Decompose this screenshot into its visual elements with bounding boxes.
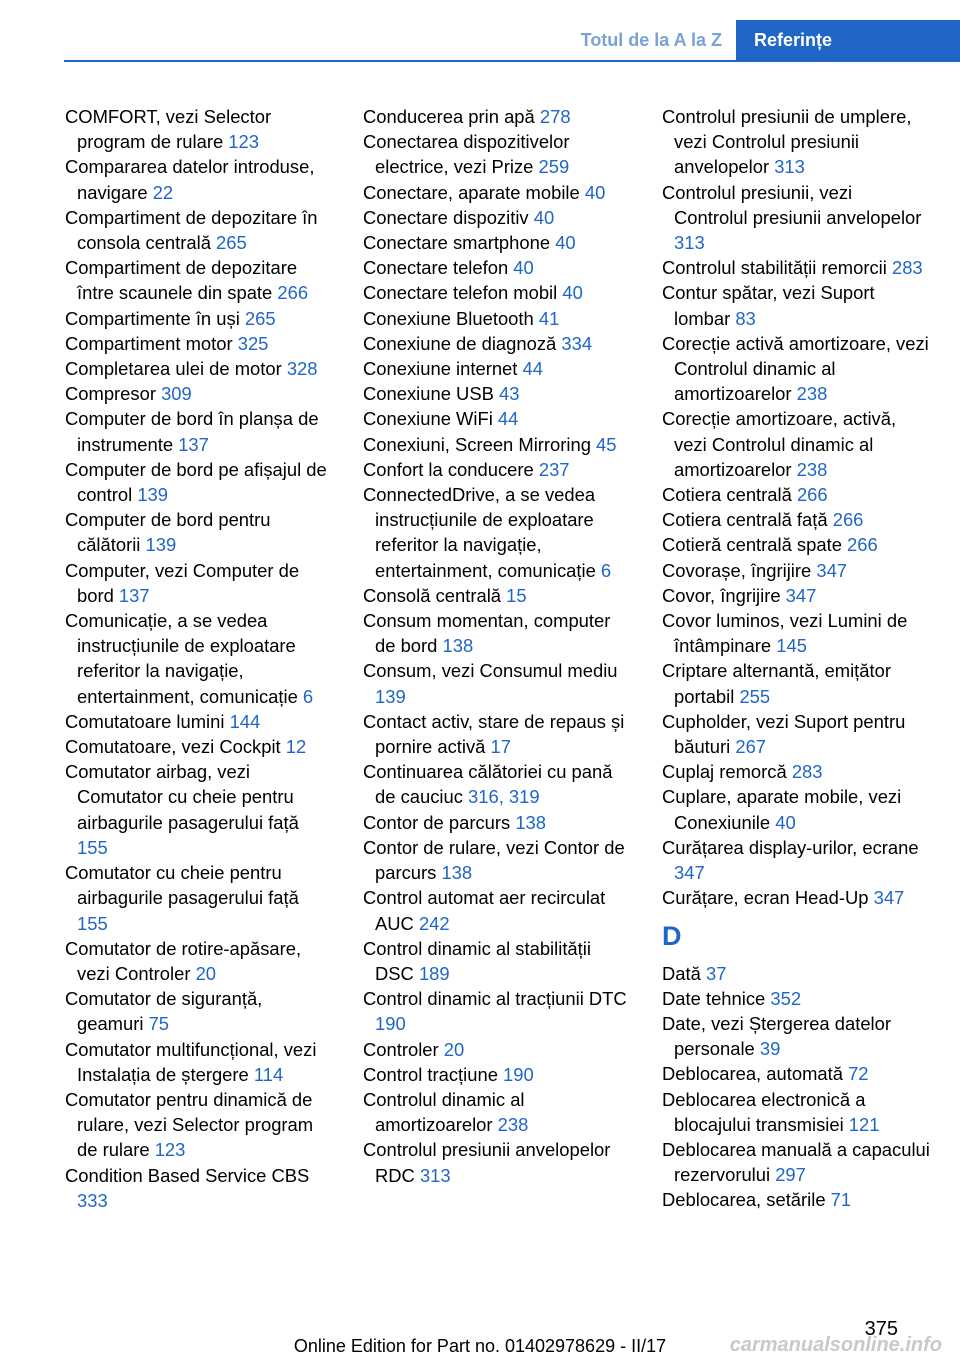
index-entry xyxy=(662,885,930,910)
index-page-link[interactable]: 123 xyxy=(154,1139,186,1161)
index-entry-text: Curățarea display-urilor, ecrane xyxy=(662,836,919,858)
index-page-link[interactable]: 155 xyxy=(77,836,108,858)
index-entry-text: Deblocarea, setările xyxy=(662,1189,831,1211)
index-entry-text: Consum, vezi Consumul mediu xyxy=(363,660,618,682)
index-entry-text: Conexiuni, Screen Mirroring xyxy=(363,433,597,455)
index-page-link[interactable]: 40 xyxy=(562,282,583,304)
index-entry xyxy=(662,255,930,280)
index-entry xyxy=(662,1087,930,1137)
index-page-link[interactable]: 40 xyxy=(513,257,534,279)
index-entry-text: Cuplaj remorcă xyxy=(662,761,792,783)
index-page-link[interactable]: 238 xyxy=(796,383,828,405)
index-page-link[interactable]: 334 xyxy=(561,332,593,354)
page-header xyxy=(64,20,960,62)
index-entry xyxy=(65,381,333,406)
index-entry xyxy=(65,709,333,734)
index-page-link[interactable]: 328 xyxy=(286,358,318,380)
index-page-link[interactable]: 121 xyxy=(848,1113,880,1135)
index-entry xyxy=(363,1087,631,1137)
index-entry-text: Date tehnice xyxy=(662,987,771,1009)
index-entry xyxy=(363,381,631,406)
index-entry xyxy=(662,280,930,330)
index-entry xyxy=(363,986,631,1036)
index-page-link[interactable]: 138 xyxy=(515,811,546,833)
index-entry xyxy=(65,759,333,860)
index-entry-text: Comutatoare, vezi Cockpit xyxy=(65,736,286,758)
index-entry-text: Covor, îngrijire xyxy=(662,584,786,606)
index-entry-text: Comutator de siguranță, geamuri xyxy=(65,988,263,1035)
index-entry xyxy=(363,482,631,583)
index-entry-text: Conexiune de diagnoză xyxy=(363,332,562,354)
index-page-link[interactable]: 347 xyxy=(674,862,705,884)
index-entry-text: Comutator airbag, vezi Comutator cu cheie pentru airbagurile pasagerului față xyxy=(65,761,299,833)
index-entry xyxy=(662,986,930,1011)
index-entry-text: Conexiune internet xyxy=(363,358,523,380)
index-page-link[interactable]: 278 xyxy=(539,106,571,127)
index-entry-text: Control dinamic al stabilității DSC xyxy=(363,937,591,984)
index-page-link[interactable]: 40 xyxy=(584,181,606,203)
index-entry-text: Corecție activă amortizoare, vezi Controlul dinamic al amortizoarelor xyxy=(662,332,929,405)
index-page-link[interactable]: 155 xyxy=(77,912,108,934)
index-page-link[interactable]: 283 xyxy=(891,257,923,279)
index-entry xyxy=(65,936,333,986)
index-entry-text: Contor de rulare, vezi Contor de parcurs xyxy=(363,836,625,884)
index-entry-text: Deblocarea manuală a capacului rezervorului xyxy=(662,1138,930,1186)
index-entry xyxy=(662,507,930,532)
index-entry xyxy=(363,306,631,331)
index-entry-text: Control automat aer recirculat AUC xyxy=(363,887,606,934)
index-entry-text: Computer, vezi Computer de bord xyxy=(65,559,300,606)
index-page-link[interactable]: 6 xyxy=(600,559,612,581)
index-entry xyxy=(662,180,930,256)
index-entry xyxy=(363,280,631,305)
index-entry-text: Compartiment motor xyxy=(65,332,238,354)
index-entry xyxy=(363,936,631,986)
index-entry-text: Conexiune USB xyxy=(363,383,499,405)
index-entry xyxy=(65,558,333,608)
index-entry xyxy=(662,658,930,708)
index-page-link[interactable]: 37 xyxy=(705,962,727,984)
index-entry xyxy=(662,961,930,986)
index-page-link[interactable]: 347 xyxy=(785,584,817,606)
index-page-link[interactable]: 238 xyxy=(497,1114,529,1136)
index-entry-text: Cotiera centrală față xyxy=(662,509,833,531)
index-page-link[interactable]: 72 xyxy=(848,1063,869,1085)
index-page-link[interactable]: 309 xyxy=(161,383,192,405)
index-entry-text: Controlul presiunii, vezi Controlul presiunii anvelopelor xyxy=(662,181,922,228)
index-page-link[interactable]: 138 xyxy=(442,635,474,657)
index-page-link[interactable]: 114 xyxy=(253,1063,284,1085)
index-page-link[interactable]: 267 xyxy=(735,736,767,758)
index-entry-text: Deblocarea, automată xyxy=(662,1063,849,1085)
index-page-link[interactable]: 190 xyxy=(375,1013,406,1035)
index-entry xyxy=(363,583,631,608)
index-entry-text: Comutator pentru dinamică de rulare, vezi Selector program de rulare xyxy=(65,1088,314,1161)
index-page-link[interactable]: 265 xyxy=(216,232,247,254)
index-page-link[interactable]: 189 xyxy=(418,962,450,984)
index-entry xyxy=(65,734,333,759)
header-tab: Referințe xyxy=(736,20,960,62)
index-entry xyxy=(363,406,631,431)
index-entry-text: Contur spătar, vezi Suport lombar xyxy=(662,282,875,329)
index-page-link[interactable]: 325 xyxy=(237,332,269,354)
index-page-link[interactable]: 259 xyxy=(538,156,570,178)
index-entry-text: Completarea ulei de motor xyxy=(65,358,287,380)
index-page-link[interactable]: 40 xyxy=(533,206,555,228)
index-entry-text: Controlul presiunii anvelopelor RDC xyxy=(363,1139,611,1186)
index-entry xyxy=(662,784,930,834)
index-entry xyxy=(363,658,631,708)
index-entry-text: Conectare telefon xyxy=(363,257,514,279)
index-entry xyxy=(363,432,631,457)
index-entry xyxy=(65,507,333,557)
index-page-link[interactable]: 20 xyxy=(195,962,217,984)
index-entry-text: Consum momentan, computer de bord xyxy=(363,610,611,657)
index-entry xyxy=(662,835,930,885)
index-column-3 xyxy=(662,104,930,1213)
index-entry xyxy=(363,205,631,230)
index-page-link[interactable]: 266 xyxy=(277,282,309,304)
index-page-link[interactable]: 283 xyxy=(791,761,823,783)
index-entry-text: Comutator multifuncțional, vezi Instalația de ștergere xyxy=(65,1038,317,1085)
index-page-link[interactable]: 123 xyxy=(228,131,259,153)
index-entry xyxy=(65,608,333,709)
index-entry xyxy=(662,406,930,482)
index-entry-text: Cotiera centrală xyxy=(662,484,797,506)
index-page-link[interactable]: 71 xyxy=(830,1189,852,1211)
index-entry xyxy=(662,608,930,658)
index-page-link[interactable]: 266 xyxy=(832,509,864,531)
index-entry xyxy=(363,129,631,179)
index-entry-text: Comutator de rotire-apăsare, vezi Controler xyxy=(65,937,302,984)
index-entry-text: Consolă centrală xyxy=(363,584,507,606)
index-entry-text: Date, vezi Ștergerea datelor personale xyxy=(662,1012,891,1060)
index-entry-text: Cotieră centrală spate xyxy=(662,534,848,556)
index-entry-text: Compresor xyxy=(65,383,162,405)
index-page-link[interactable]: 45 xyxy=(596,433,617,455)
index-entry xyxy=(363,810,631,835)
index-entry-text: Controlul stabilității remorcii xyxy=(662,257,892,279)
index-entry-text: Conectarea dispozitivelor electrice, vezi Prize xyxy=(363,131,570,178)
index-entry xyxy=(363,835,631,885)
index-entry-text: Computer de bord în planșa de instrumente xyxy=(65,408,319,455)
index-entry xyxy=(65,1163,333,1213)
index-entry xyxy=(662,532,930,557)
index-entry xyxy=(65,154,333,204)
index-entry xyxy=(363,255,631,280)
index-entry xyxy=(662,482,930,507)
index-page-link[interactable]: 297 xyxy=(775,1164,806,1186)
index-entry xyxy=(363,331,631,356)
index-entry-text: COMFORT, vezi Selector program de rulare xyxy=(65,106,272,153)
index-entry-text: Controler xyxy=(363,1038,444,1060)
index-page-link[interactable]: 17 xyxy=(490,736,511,758)
index-entry xyxy=(65,306,333,331)
index-entry xyxy=(363,457,631,482)
index-entry xyxy=(65,457,333,507)
index-page-link[interactable]: 313 xyxy=(419,1164,451,1186)
index-entry-text: Compartiment de depozitare între scaunele din spate xyxy=(65,257,298,304)
index-entry xyxy=(65,331,333,356)
index-page-link[interactable]: 266 xyxy=(847,534,878,556)
index-entry-text: Control tracțiune xyxy=(363,1063,504,1085)
index-entry xyxy=(662,1137,930,1187)
index-entry-text: Deblocarea electronică a blocajului transmisiei xyxy=(662,1088,866,1135)
index-page-link[interactable]: 40 xyxy=(555,232,576,254)
index-page-link[interactable]: 313 xyxy=(774,156,805,178)
index-entry xyxy=(65,205,333,255)
index-page-link[interactable]: 15 xyxy=(506,584,527,606)
index-entry-text: Controlul dinamic al amortizoarelor xyxy=(363,1088,525,1136)
index-entry-text: Dată xyxy=(662,962,706,984)
index-entry xyxy=(662,759,930,784)
index-entry-text: Criptare alternantă, emițător portabil xyxy=(662,660,891,707)
index-entry xyxy=(363,180,631,205)
index-entry-text: Conectare telefon mobil xyxy=(363,282,563,304)
index-entry xyxy=(363,230,631,255)
index-page-link[interactable]: 44 xyxy=(522,358,543,380)
index-page-link[interactable]: 145 xyxy=(776,635,807,657)
index-entry xyxy=(662,583,930,608)
index-entry-text: Computer de bord pe afișajul de control xyxy=(65,458,327,506)
index-page-link[interactable]: 347 xyxy=(816,559,848,581)
index-entry-text: Computer de bord pentru călătorii xyxy=(65,509,271,556)
index-entry-text: Confort la conducere xyxy=(363,458,539,480)
index-entry xyxy=(65,1037,333,1087)
index-page-link[interactable]: 44 xyxy=(497,408,519,430)
index-page-link[interactable]: 237 xyxy=(538,458,570,480)
index-entry xyxy=(363,1137,631,1187)
index-page-link[interactable]: 137 xyxy=(118,584,150,606)
index-entry-text: Continuarea călătoriei cu pană de cauciuc xyxy=(363,761,613,808)
page-number: 375 xyxy=(864,1318,898,1340)
index-entry-text: Cuplare, aparate mobile, vezi Conexiunile xyxy=(662,786,902,833)
index-entry xyxy=(662,1187,930,1212)
index-entry-text: Control dinamic al tracțiunii DTC xyxy=(363,988,627,1010)
index-entry xyxy=(363,1037,631,1062)
index-entry-text: Contact activ, stare de repaus și pornire activă xyxy=(363,710,625,758)
index-entry xyxy=(65,255,333,305)
index-entry-text: Conducerea prin apă xyxy=(363,106,540,127)
index-entry xyxy=(363,356,631,381)
footer-edition: Online Edition for Part no. 01402978629 - II/17 xyxy=(293,1336,667,1356)
index-entry-text: Conectare smartphone xyxy=(363,232,556,254)
index-entry xyxy=(363,709,631,759)
index-page-link[interactable]: 83 xyxy=(735,307,756,329)
index-entry xyxy=(363,608,631,658)
index-entry-text: Comutatoare lumini xyxy=(65,710,230,732)
index-page-link[interactable]: 22 xyxy=(152,181,174,203)
index-page-link[interactable]: 347 xyxy=(873,887,905,909)
index-page-link[interactable]: 144 xyxy=(229,710,261,732)
index-page-link[interactable]: 139 xyxy=(137,484,168,506)
index-page-link[interactable]: 39 xyxy=(759,1038,781,1060)
index-entry xyxy=(363,1062,631,1087)
index-entry-text: Curățare, ecran Head-Up xyxy=(662,887,874,909)
index-entry-text: Corecție amortizoare, activă, vezi Controlul dinamic al amortizoarelor xyxy=(662,408,897,480)
index-page-link[interactable]: 6 xyxy=(302,685,314,707)
index-page-link[interactable]: 138 xyxy=(441,862,473,884)
index-page-link[interactable]: 352 xyxy=(770,987,802,1009)
index-page-link[interactable]: 139 xyxy=(375,685,406,707)
index-entry-text: Cupholder, vezi Suport pentru băuturi xyxy=(662,710,906,758)
index-page-link[interactable]: 190 xyxy=(503,1063,534,1085)
watermark-logo: carmanualsonline.info xyxy=(729,1334,942,1356)
header-subtitle: Totul de la A la Z xyxy=(580,30,722,50)
index-page-link[interactable]: 333 xyxy=(77,1189,108,1211)
index-page-link[interactable]: 137 xyxy=(178,433,209,455)
index-entry xyxy=(363,104,631,129)
index-entry-text: Covorașe, îngrijire xyxy=(662,559,817,581)
index-entry-text: Compartiment de depozitare în consola centrală xyxy=(65,206,318,254)
index-page-link[interactable]: 41 xyxy=(538,307,560,329)
index-page-link[interactable]: 265 xyxy=(244,307,276,329)
index-entry-text: ConnectedDrive, a se vedea instrucțiunile de exploatare referitor la navigație, entertainment, comunicație xyxy=(363,484,601,581)
index-page-link[interactable]: 12 xyxy=(285,736,307,758)
index-entry xyxy=(662,1011,930,1061)
index-entry-text: Contor de parcurs xyxy=(363,811,516,833)
index-page-link[interactable]: 139 xyxy=(145,534,177,556)
index-page-link[interactable]: 40 xyxy=(775,811,796,833)
index-page-link[interactable]: 313 xyxy=(674,232,705,254)
index-entry xyxy=(662,104,930,180)
index-entry xyxy=(65,356,333,381)
index-column-2 xyxy=(363,104,631,1188)
index-page-link[interactable]: 242 xyxy=(418,912,450,934)
index-entry xyxy=(65,986,333,1036)
index-entry-text: Conectare dispozitiv xyxy=(363,206,534,228)
index-entry-text: Condition Based Service CBS xyxy=(65,1164,310,1186)
index-entry-text: Conexiune Bluetooth xyxy=(363,307,539,329)
index-entry xyxy=(662,1061,930,1086)
index-entry xyxy=(662,709,930,759)
index-page-link[interactable]: 75 xyxy=(148,1013,170,1035)
index-page-link[interactable]: 238 xyxy=(796,458,828,480)
section-letter: D xyxy=(662,920,682,951)
index-page-link[interactable]: 255 xyxy=(739,685,771,707)
index-page-link[interactable]: 266 xyxy=(796,484,828,506)
index-entry xyxy=(662,331,930,407)
index-entry-text: Covor luminos, vezi Lumini de întâmpinare xyxy=(662,610,908,657)
index-entry-text: Compartimente în uși xyxy=(65,307,245,329)
index-entry xyxy=(363,885,631,935)
index-entry xyxy=(65,860,333,936)
index-entry-text: Comunicație, a se vedea instrucțiunile de exploatare referitor la navigație, entertainment, comunicație xyxy=(65,610,303,707)
index-entry-text: Compararea datelor introduse, navigare xyxy=(65,156,315,203)
index-page-link[interactable]: 20 xyxy=(443,1038,465,1060)
index-entry-text: Controlul presiunii de umplere, vezi Controlul presiunii anvelopelor xyxy=(662,106,912,178)
index-page-link[interactable]: 43 xyxy=(498,383,520,405)
index-column-1 xyxy=(65,104,333,1213)
index-entry xyxy=(65,406,333,456)
index-entry xyxy=(363,759,631,809)
index-entry xyxy=(65,104,333,154)
index-entry-text: Conectare, aparate mobile xyxy=(363,181,585,203)
index-page-link[interactable]: 316, 319 xyxy=(468,786,540,808)
index-entry-text: Conexiune WiFi xyxy=(363,408,498,430)
index-entry-text: Comutator cu cheie pentru airbagurile pasagerului față xyxy=(65,862,299,909)
index-entry xyxy=(65,1087,333,1163)
index-entry xyxy=(662,558,930,583)
